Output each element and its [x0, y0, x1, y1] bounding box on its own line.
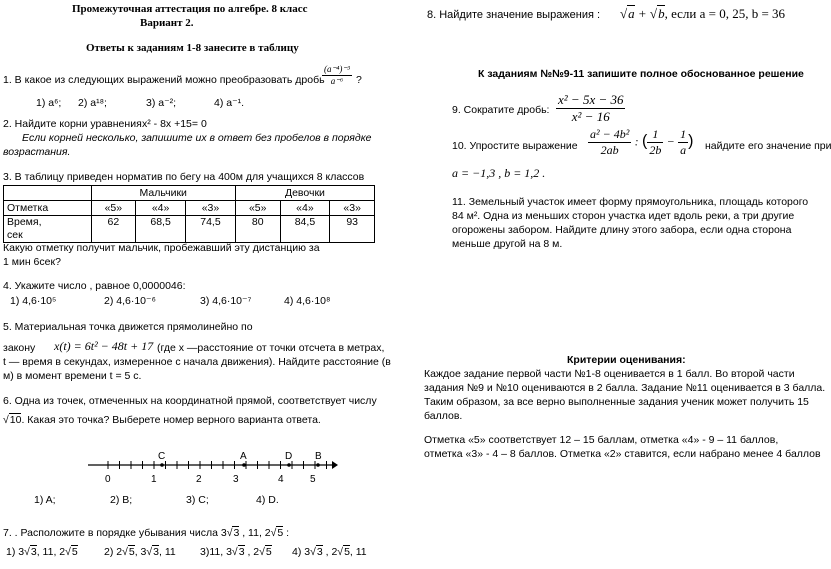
q5-line3: t — время в секундах, измеренное с начала движения). Найдите расстояние (в	[3, 356, 391, 368]
q1-fraction: $\frac{\text{(a⁻⁴)⁻³}}{\text{a⁻⁶}}$	[324, 64, 350, 86]
q5-line1: 5. Материальная точка движется прямолинейно по	[3, 321, 253, 333]
q6-sqrt-value: 10	[9, 414, 22, 426]
q9-fraction: $\frac{\text{x² − 5x − 36}}{\text{x² − 16}}$	[558, 92, 624, 124]
criteria-line: Таким образом, за все верно выполненные задания ученик может получить 15	[424, 396, 809, 408]
axis-number-4: 4	[278, 474, 284, 485]
part2-heading: К заданиям №№9-11 запишите полное обоснованное решение	[478, 68, 804, 80]
q6-option-3: 3) C;	[186, 494, 209, 506]
point-c	[160, 463, 164, 467]
criteria-line: задания №9 и №10 оцениваются в 2 балла. Задание №11 оценивается в 3 балла.	[424, 382, 826, 394]
mark-cell: «4»	[280, 201, 330, 216]
q10-fraction-1: $\frac{\text{a² − 4b²}}{2ab}$	[590, 127, 630, 157]
q2-note-line2: возрастания.	[3, 146, 71, 158]
axis-letter-a: A	[240, 451, 247, 462]
table-row	[4, 186, 375, 201]
q5-line2: (где x —расстояние от точки отсчета в метрах,	[157, 342, 385, 354]
time-cell: 62	[91, 216, 136, 243]
grade-line: Отметка «5» соответствует 12 – 15 баллам, отметка «4» - 9 – 11 баллов,	[424, 434, 779, 446]
doc-title: Промежуточная аттестация по алгебре. 8 класс	[72, 3, 308, 15]
q7-option-2: 2) 2√5, 3√3, 11	[104, 546, 176, 558]
q7-option-4: 4) 3√3 , 2√5, 11	[292, 546, 367, 558]
q6-line2: √10. Какая это точка? Выберете номер верного варианта ответа.	[3, 414, 321, 426]
q1-qmark: ?	[356, 74, 362, 86]
q1-option-3: 3) a⁻²;	[146, 97, 177, 109]
group-header-girls: Девочки	[235, 186, 374, 201]
q2-text: 2. Найдите корни уравнения	[3, 118, 142, 130]
mark-cell: «3»	[330, 201, 375, 216]
axis-letter-c: C	[158, 451, 166, 462]
variant-label: Вариант 2.	[140, 17, 194, 29]
point-d	[287, 463, 291, 467]
axis-number-5: 5	[310, 474, 316, 485]
row-label-time: Время, сек	[4, 216, 92, 243]
time-cell: 68,5	[136, 216, 186, 243]
q9-text: 9. Сократите дробь:	[452, 104, 550, 116]
q4-option-4: 4) 4,6·10⁸	[284, 295, 331, 307]
q11-line2: 84 м². Одна из меньших сторон участка идет вдоль реки, а три другие	[452, 210, 795, 222]
table-row	[4, 201, 375, 216]
mark-cell: «5»	[235, 201, 280, 216]
axis-number-1: 1	[151, 474, 157, 485]
q1-option-4: 4) a⁻¹.	[214, 97, 245, 109]
q11-line4: меньше другой на 8 м.	[452, 238, 563, 250]
time-cell: 74,5	[186, 216, 236, 243]
q10-tail: найдите его значение при	[705, 140, 831, 152]
q4-option-3: 3) 4,6·10⁻⁷	[200, 295, 252, 307]
time-cell: 84,5	[280, 216, 330, 243]
table-row	[4, 216, 375, 243]
grade-line: отметка «3» - 4 – 8 баллов. Отметка «2» ставится, если набрано менее 4 баллов	[424, 448, 821, 460]
q10-text: 10. Упростите выражение	[452, 140, 578, 152]
q4-text: 4. Укажите число , равное 0,0000046:	[3, 280, 186, 292]
point-a	[242, 463, 246, 467]
q8-expression: √a + √b, если a = 0, 25, b = 36	[620, 6, 786, 21]
q10-values: a = −1,3 , b = 1,2 .	[452, 166, 546, 180]
criteria-line: баллов.	[424, 410, 463, 422]
q10-fraction-3: $\frac{1}{a}$	[680, 127, 687, 157]
q3-question-line2: 1 мин 6сек?	[3, 256, 61, 268]
q6-option-4: 4) D.	[256, 494, 279, 506]
q7-text: 7. . Расположите в порядке убывания числа 3√3 , 11, 2√5 :	[3, 527, 290, 539]
q6-option-1: 1) A;	[34, 494, 56, 506]
table-corner-cell	[4, 186, 92, 201]
q10-fraction-2: $\frac{1}{2b}$	[649, 127, 662, 157]
q8-text: 8. Найдите значение выражения :	[427, 9, 601, 21]
criteria-line: Каждое задание первой части №1-8 оценивается в 1 балл. Во второй части	[424, 368, 795, 380]
mark-cell: «3»	[186, 201, 236, 216]
q4-option-2: 2) 4,6·10⁻⁶	[104, 295, 156, 307]
q6-line2-rest: . Какая это точка? Выберете номер верного варианта ответа.	[21, 414, 321, 426]
q5-law-word: закону	[3, 342, 36, 354]
number-line	[88, 448, 338, 498]
q3-question-line1: Какую отметку получит мальчик, пробежавший эту дистанцию за	[3, 242, 320, 254]
q5-formula: x(t) = 6t² − 48t + 17	[54, 339, 154, 353]
q11-line1: 11. Земельный участок имеет форму прямоугольника, площадь которого	[452, 196, 809, 208]
q1-option-2: 2) a¹⁸;	[78, 97, 107, 109]
time-cell: 80	[235, 216, 280, 243]
q4-option-1: 1) 4,6·10⁵	[10, 295, 57, 307]
q1-text: 1. В какое из следующих выражений можно преобразовать дробь	[3, 74, 325, 86]
axis-letter-b: B	[315, 451, 322, 462]
q6-line1: 6. Одна из точек, отмеченных на координатной прямой, соответствует числу	[3, 395, 377, 407]
q2-note-line1: Если корней несколько, запишите их в ответ без пробелов в порядке	[22, 132, 372, 144]
q10-expression: $\frac{\text{a² − 4b²}}{2ab}$ : ( $\frac{1}{2b}$ − $\frac{1}{a}$ )	[590, 127, 694, 157]
axis-number-2: 2	[196, 474, 202, 485]
q7-option-3: 3)11, 3√3 , 2√5	[200, 546, 272, 558]
axis-letter-d: D	[285, 451, 293, 462]
axis-number-0: 0	[105, 474, 111, 485]
time-cell: 93	[330, 216, 375, 243]
mark-cell: «5»	[91, 201, 136, 216]
group-header-boys: Мальчики	[91, 186, 235, 201]
point-b	[316, 463, 320, 467]
q3-text: 3. В таблицу приведен норматив по бегу на 400м для учащихся 8 классов	[3, 171, 365, 183]
q2-equation: x² - 8x +15= 0	[142, 118, 207, 130]
axis-number-3: 3	[233, 474, 239, 485]
mark-cell: «4»	[136, 201, 186, 216]
criteria-heading: Критерии оценивания:	[567, 354, 686, 366]
table-instruction: Ответы к заданиям 1-8 занесите в таблицу	[86, 42, 299, 54]
q1-option-1: 1) a⁶;	[36, 97, 62, 109]
q7-option-1: 1) 3√3, 11, 2√5	[6, 546, 78, 558]
q11-line3: огорожены забором. Найдите длину этого забора, если одна сторона	[452, 224, 792, 236]
norms-table	[3, 185, 375, 243]
q6-option-2: 2) B;	[110, 494, 133, 506]
q5-line4: м) в момент времени t = 5 с.	[3, 370, 142, 382]
row-label-mark: Отметка	[4, 201, 92, 216]
